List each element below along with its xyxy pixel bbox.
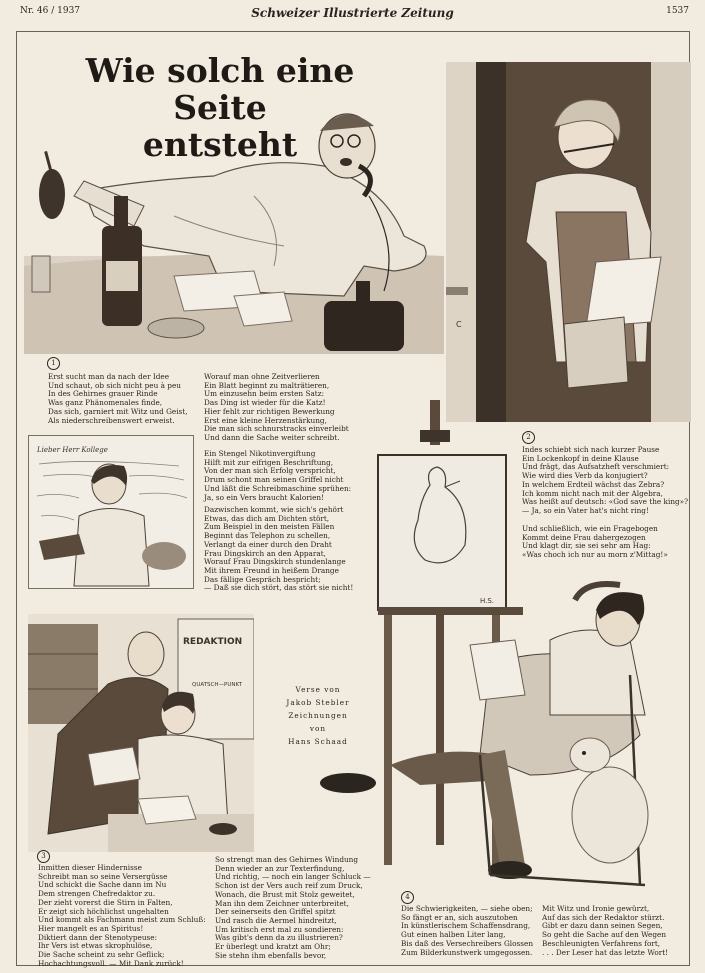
verse-s2-col1: Indes schiebt sich nach kurzer Pause Ein Lockenkopf in deine Klause Und frägt, das Aufsatzheft verschmiert: Wie wird dies Verb da konjugiert? In welchem Erdteil wächst das Zebra? Ich komm nicht nach mit der Algebra, Was heißt auf deutsch: «God save the king»? — Ja, so ein Vater hat's nicht ring! xyxy=(522,445,689,515)
artist-initials: H.S. xyxy=(480,597,495,605)
credits-line-5: Hans Schaad xyxy=(288,737,348,746)
illustration-writer-telephone xyxy=(24,96,444,354)
section-number-4: 4 xyxy=(401,891,414,904)
credits-line-3: Zeichnungen xyxy=(288,711,348,720)
sign-quatsch: QUATSCH—PUNKT xyxy=(192,682,243,688)
credits xyxy=(268,683,368,748)
verse-s4-col2: Mit Witz und Ironie gewürzt, Auf das sich der Redaktor stürzt. Gibt er dazu dann seinen Segen, So geht die Sache auf den Wegen Beschleunigten Verfahrens fort, . . . Der Leser hat das letzte Wort! xyxy=(542,904,669,957)
verse-s4-col1: Die Schwierigkeiten, — siehe oben; So fängt er an, sich auszutoben In künstlerischem Schaffensdrang, Gut einen halben Liter lang, Bis daß des Versechreibers Glossen Zum Bilderkunstwerk umgegossen. xyxy=(401,904,534,957)
illustration-editor-office xyxy=(28,614,254,852)
page-number: 1537 xyxy=(666,6,689,16)
verse-s1-col2: Worauf man ohne Zeitverlieren Ein Blatt beginnt zu malträtieren, Um einzusehn beim ersten Satz: Das Ding ist wieder für die Katz! Hier fehlt zur richtigen Bewerkung Erst eine kleine Herzenstärkung, Die man sich schnurstracks einverleibt Und dann die Sache weiter schreibt. xyxy=(204,372,349,442)
publication-title: Schweizer Illustrierte Zeitung xyxy=(251,6,454,20)
credits-line-1: Verse von xyxy=(295,685,341,694)
verse-s1-col1: Erst sucht man da nach der Idee Und schaut, ob sich nicht peu à peu In des Gehirnes grauer Rinde Was ganz Phänomenales finde, Das sich, garniert mit Witz und Geist, Als niederschreibenswert erweist. xyxy=(48,372,188,425)
sign-redaktion: REDAKTION xyxy=(183,637,243,647)
verse-s3-col2: So strengt man des Gehirnes Windung Denn wieder an zur Texterfindung, Und richtig, — noch ein langer Schluck — Schon ist der Vers auch reif zum Druck, Wonach, die Brust mit Stolz geweitet, Man ihn dem Zeichner unterbreitet, Der seinerseits den Griffel spitzt Und rasch die Aermel hindreitzt, Um kritisch erst mal zu sondieren: Was gibt's denn da zu illustrieren? Er überlegt und kratzt am Ohr; Sie stehn ihm ebenfalls bevor, xyxy=(215,855,371,960)
verse-s3-col1: Inmitten dieser Hindernisse Schreibt man so seine Versergüsse Und schickt die Sache dann im Nu Dem strengen Chefredaktor zu. Der zieht vorerst die Stirn in Falten, Er zeigt sich höchlichst ungehalten Und kommt als Fachmann meist zum Schluß: Hier mangelt es an Spiritus! Diktiert dann der Stenotypeuse: Ihr Vers ist etwas skrophulöse, Die Sache scheint zu sehr Geflick; Hochachtungsvoll. — Mit Dank zurück! xyxy=(38,863,206,968)
credits-line-4: von xyxy=(309,724,327,733)
svg-text:C: C xyxy=(456,320,462,329)
issue-label: Nr. 46 / 1937 xyxy=(20,6,81,16)
verse-s1-col4: Dazwischen kommt, wie sich's gehört Etwas, das dich am Dichten stört, Zum Beispiel in den meisten Fällen Beginnt das Telephon zu schellen, Verlangt da einer durch den Draht Frau Dingskirch an den Apparat, Worauf Frau Dingskirch stundenlange Mit ihrem Freund in heißem Drange Das fällige Gespräch bespricht; — Daß sie dich stört, das stört sie nicht! xyxy=(204,505,354,593)
section-number-3: 3 xyxy=(37,850,50,863)
sketch-heading: Lieber Herr Kollege xyxy=(37,446,108,454)
verse-s2-col2: Und schließlich, wie ein Fragebogen Kommt deine Frau dahergezogen Und klagt dir, sie sei sehr am Hag: «Was choch ich nur au morn z'Mittag!» xyxy=(522,524,668,560)
illustration-child-doorway xyxy=(446,62,691,422)
title-line-2: entsteht xyxy=(142,125,298,164)
verse-s1-col3: Ein Stengel Nikotinvergiftung Hilft mit zur eifrigen Beschriftung, Von der man sich Erfolg verspricht, Drum schont man seinen Griffel nicht Und läßt die Schreibmaschine sprühen: Ja, so ein Vers braucht Kalorien! xyxy=(204,449,352,502)
section-number-2: 2 xyxy=(522,431,535,444)
title-line-1: Wie solch eine Seite xyxy=(85,51,355,127)
credits-line-2: Jakob Stebler xyxy=(286,698,350,707)
illustration-woman-telephone-sketch xyxy=(28,435,194,589)
section-number-1: 1 xyxy=(47,357,60,370)
illustration-artist-easel xyxy=(300,395,680,900)
